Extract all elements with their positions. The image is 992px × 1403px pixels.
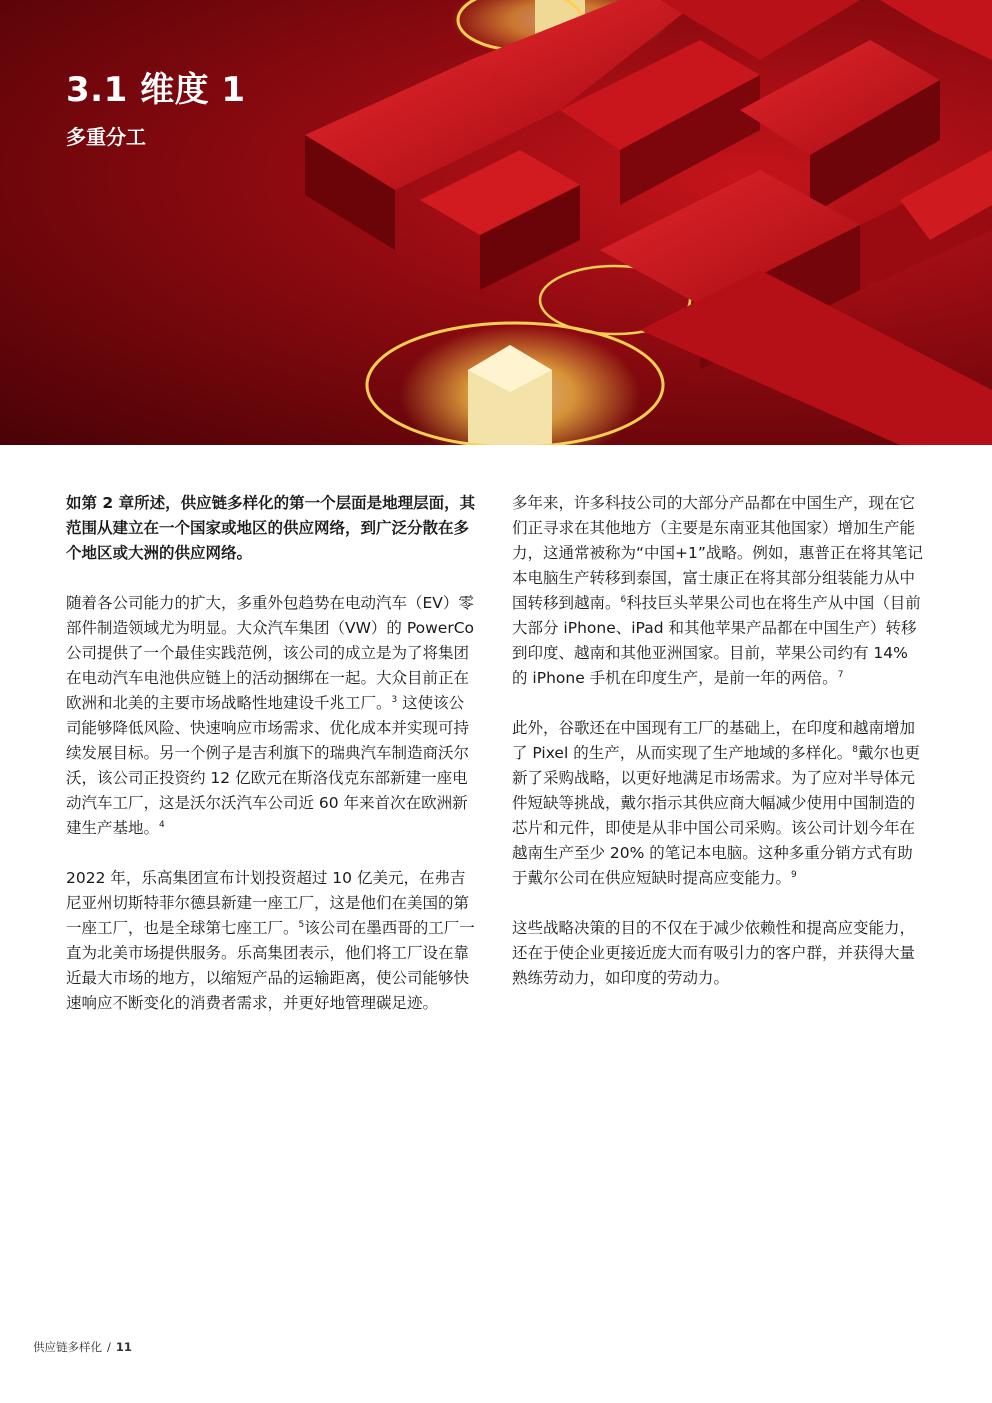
page-footer (33, 1339, 132, 1355)
paragraph-text: 此外，谷歌还在中国现有工厂的基础上，在印度和越南增加了 Pixel 的生产，从而实现了生产地域的多样化。 (512, 719, 916, 762)
paragraph-text: 戴尔也更新了采购战略，以更好地满足市场需求。为了应对半导体元件短缺等挑战，戴尔指示其供应商大幅减少使用中国制造的芯片和元件，即使是从非中国公司采购。该公司计划今年在越南生产至少 20% 的笔记本电脑。这种多重分销方式有助于戴尔公司在供应短缺时提高应变能力。 (512, 744, 920, 887)
page-number: 11 (115, 1340, 132, 1354)
paragraph-text: 多年来，许多科技公司的大部分产品都在中国生产，现在它们正寻求在其他地方（主要是东南亚其他国家）增加生产能力，这通常被称为“中国+1”战略。例如，惠普正在将其笔记本电脑生产转移到泰国，富士康正在将其部分组装能力从中国转移到越南。 (512, 494, 923, 612)
footnote-ref[interactable]: 3 (391, 694, 398, 705)
body-paragraph (66, 866, 478, 1016)
page-subtitle: 多重分工 (66, 125, 146, 149)
right-column (512, 491, 924, 1016)
paragraph-text: 2022 年，乐高集团宣布计划投资超过 10 亿美元，在弗吉尼亚州切斯特菲尔德县新建一座工厂，这是他们在美国的第一座工厂，也是全球第七座工厂。 (66, 869, 470, 937)
body-paragraph: 这些战略决策的目的不仅在于减少依赖性和提高应变能力，还在于使企业更接近庞大而有吸引力的客户群，并获得大量熟练劳动力，如印度的劳动力。 (512, 919, 916, 987)
body-paragraph (512, 716, 924, 891)
paragraph-text: 科技巨头苹果公司也在将生产从中国（目前大部分 iPhone、iPad 和其他苹果产品都在中国生产）转移到印度、越南和其他亚洲国家。目前，苹果公司约有 14% 的 iPhone 手机在印度生产，是前一年的两倍。 (512, 594, 921, 687)
footnote-ref[interactable]: 5 (298, 919, 305, 930)
footnote-ref[interactable]: 6 (620, 594, 627, 605)
body-paragraph (66, 591, 478, 841)
footnote-ref[interactable]: 4 (159, 819, 165, 830)
page-title: 3.1 维度 1 (66, 70, 246, 110)
lead-paragraph: 如第 2 章所述，供应链多样化的第一个层面是地理层面，其范围从建立在一个国家或地区的供应网络，到广泛分散在多个地区或大洲的供应网络。 (66, 494, 476, 562)
paragraph-text: 这使该公司能够降低风险、快速响应市场需求、优化成本并实现可持续发展目标。另一个例子是吉利旗下的瑞典汽车制造商沃尔沃，该公司正投资约 12 亿欧元在斯洛伐克东部新建一座电动汽车工厂，这是沃尔沃汽车公司近 60 年来首次在欧洲新建生产基地。 (66, 694, 470, 837)
left-column (66, 491, 478, 1041)
footnote-ref[interactable]: 8 (852, 744, 858, 755)
hero-banner (0, 0, 992, 445)
footer-separator: / (107, 1340, 111, 1354)
footnote-ref[interactable]: 7 (837, 669, 844, 680)
paragraph-text: 随着各公司能力的扩大，多重外包趋势在电动汽车（EV）零部件制造领域尤为明显。大众汽车集团（VW）的 PowerCo 公司提供了一个最佳实践范例，该公司的成立是为了将集团在电动汽车电池供应链上的活动捆绑在一起。大众目前正在欧洲和北美的主要市场战略性地建设千兆工厂。 (66, 594, 475, 712)
footnote-ref[interactable]: 9 (791, 869, 797, 880)
footer-section: 供应链多样化 (33, 1340, 102, 1354)
body-paragraph (512, 491, 924, 691)
paragraph-text: 该公司在墨西哥的工厂一直为北美市场提供服务。乐高集团表示，他们将工厂设在靠近最大市场的地方，以缩短产品的运输距离，使公司能够快速响应不断变化的消费者需求，并更好地管理碳足迹。 (66, 919, 475, 1012)
